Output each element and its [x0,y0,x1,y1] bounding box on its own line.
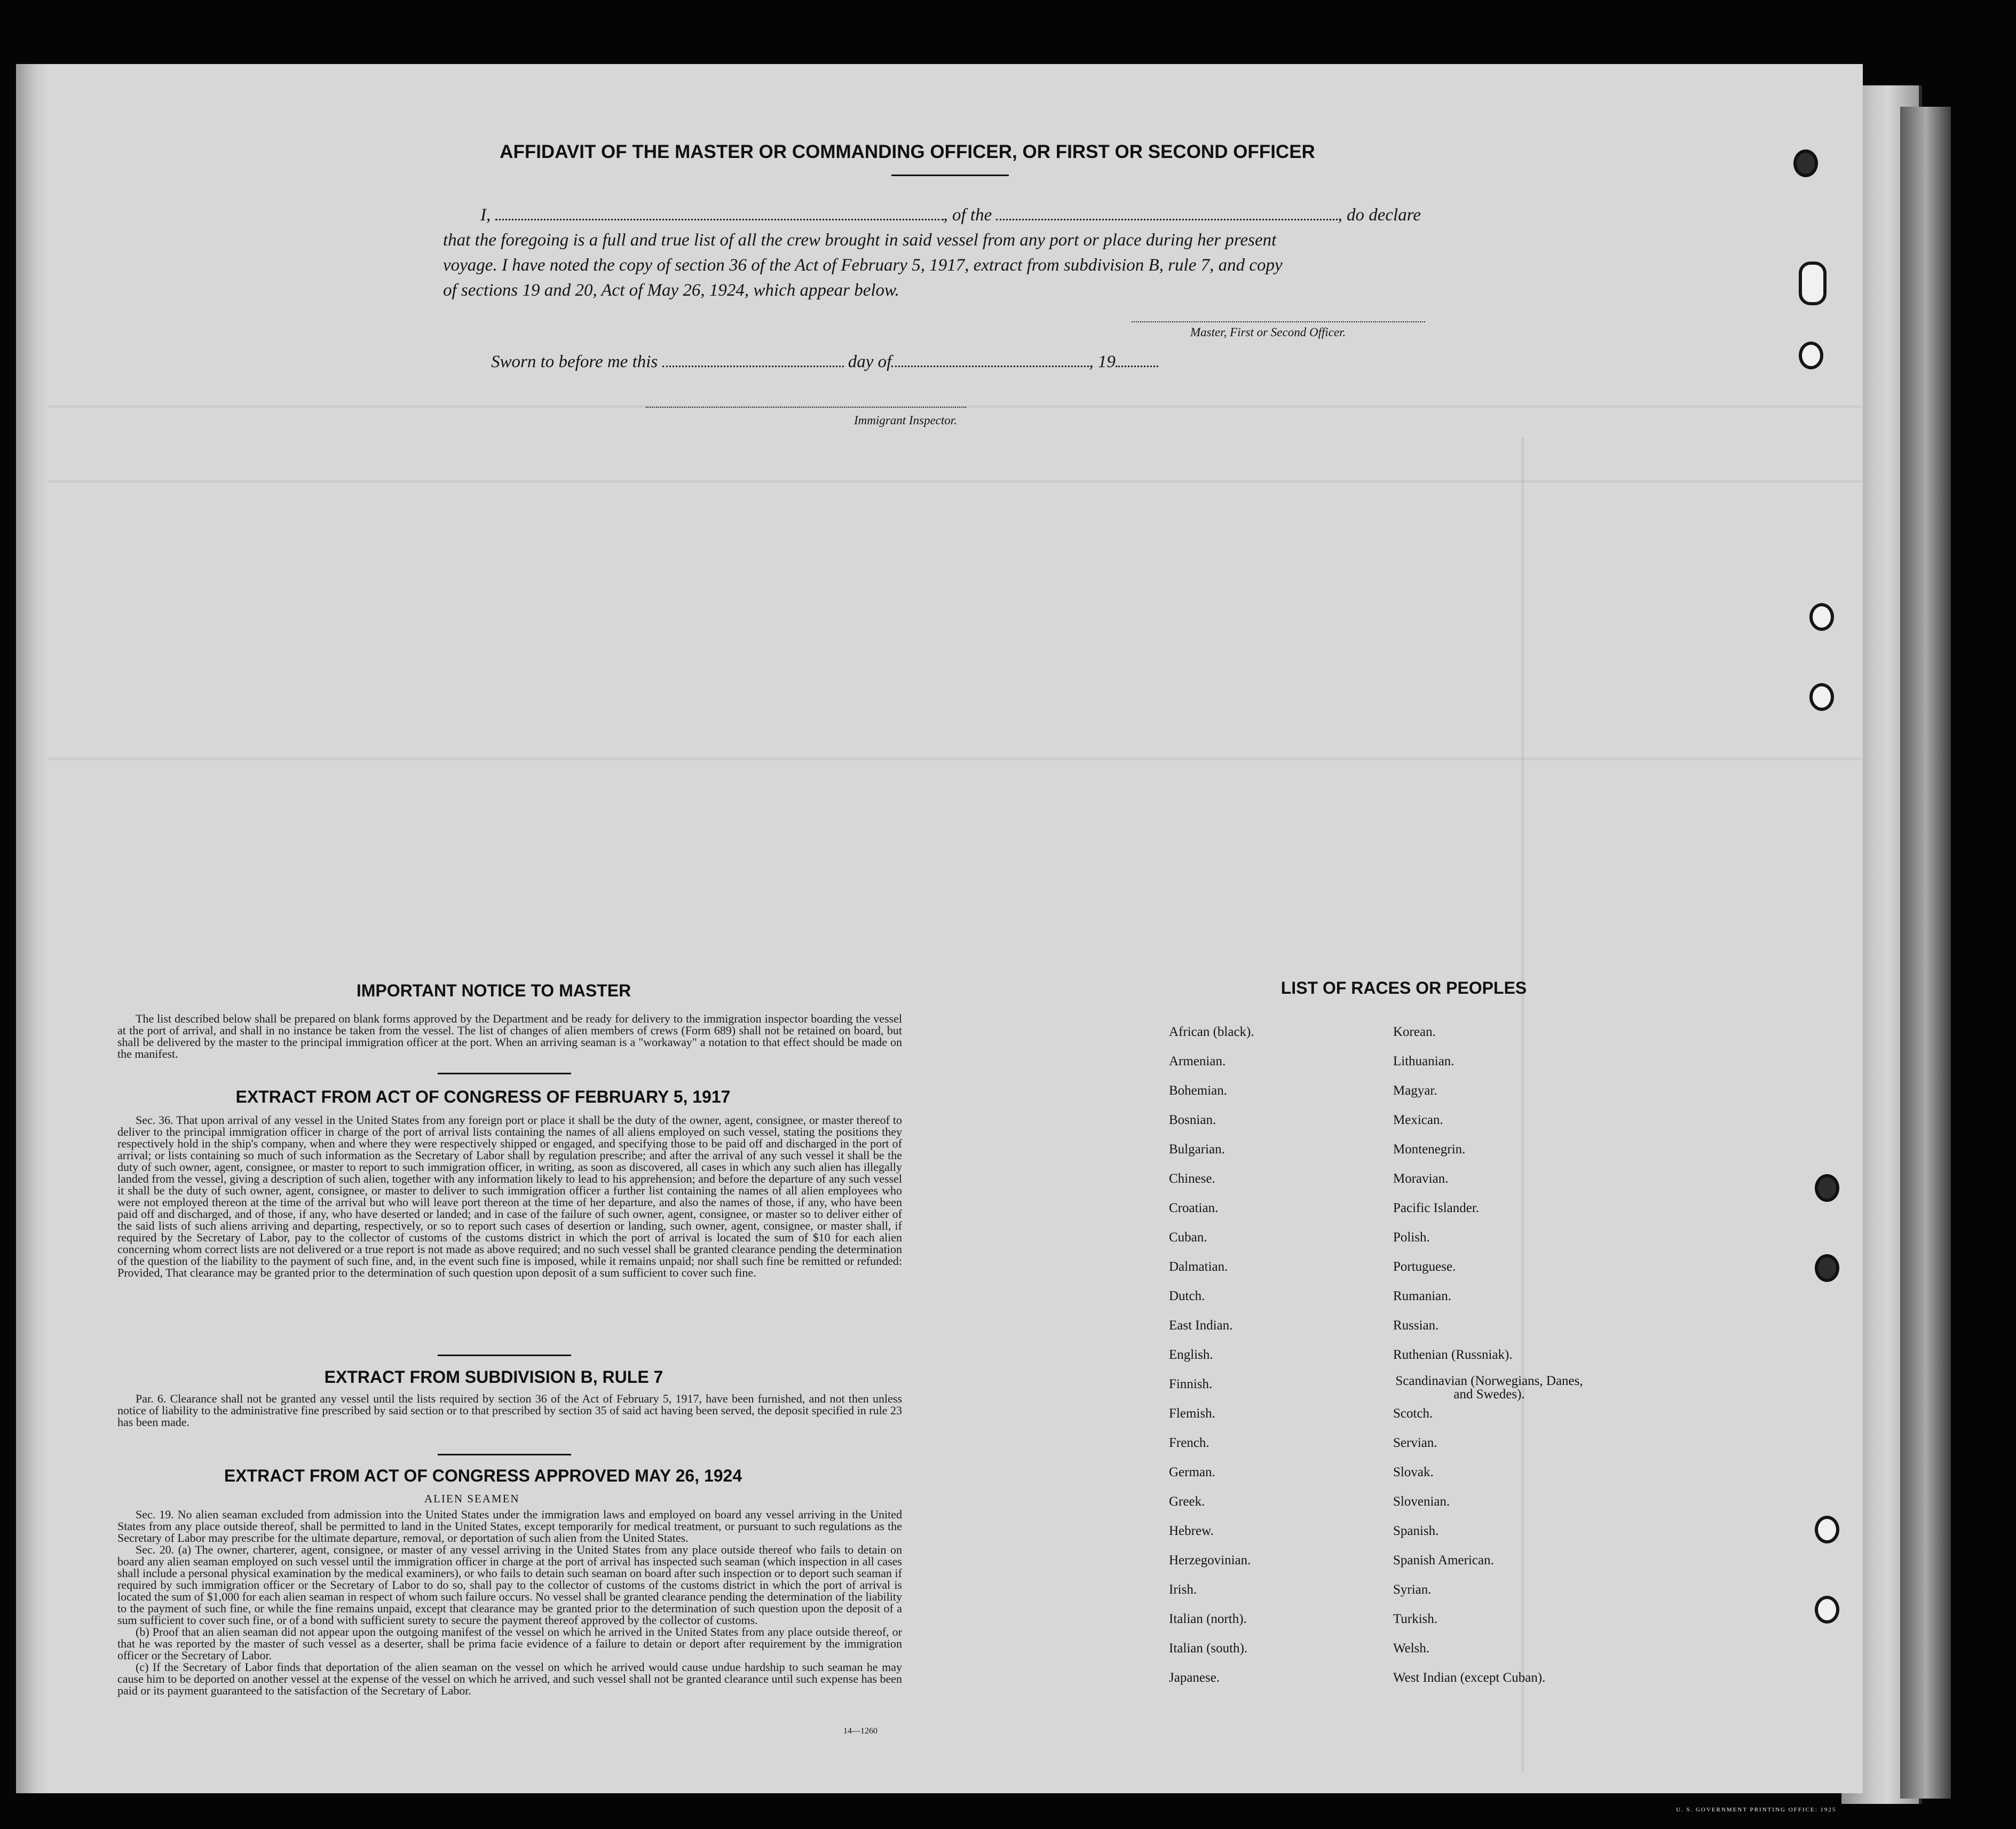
rule7-title: EXTRACT FROM SUBDIVISION B, RULE 7 [324,1367,663,1387]
extract-1924-title: EXTRACT FROM ACT OF CONGRESS APPROVED MAY 26, 1924 [224,1466,742,1485]
race-item: Spanish. [1393,1524,1439,1538]
race-item: Polish. [1393,1230,1430,1245]
race-item: Scandinavian (Norwegians, Danes, and Swedes). [1395,1374,1583,1402]
race-item: Syrian. [1393,1582,1432,1597]
affidavit-of-the: , of the [943,205,992,225]
form-number: 14—1260 [843,1727,877,1736]
race-item: Bosnian. [1169,1113,1216,1127]
race-item: Welsh. [1393,1641,1430,1656]
page-left-edge [16,64,48,1793]
affidavit-title: AFFIDAVIT OF THE MASTER OR COMMANDING OFFICER, OR FIRST OR SECOND OFFICER [500,141,1315,162]
binder-hole [1815,1254,1839,1282]
extract-1917-rule [438,1355,571,1356]
race-item: Irish. [1169,1582,1197,1597]
inspector-signature-label: Immigrant Inspector. [854,414,957,427]
sworn-text: Sworn to before me this [491,352,658,371]
race-item: Dutch. [1169,1289,1205,1303]
race-item: Flemish. [1169,1406,1215,1421]
affidavit-title-rule [891,175,1009,176]
printing-office-footer: U. S. GOVERNMENT PRINTING OFFICE: 1925 [1676,1807,1837,1813]
sec-20a-paragraph: Sec. 20. (a) The owner, charterer, agent, consignee, or master of any vessel arriving in the United States from any place outside thereof who fails to detain on board any alien seaman employed on such vessel until the immigration officer in charge at the port of arrival has inspected such seaman (which inspection in all cases shall include a personal physical examination by the medical examiners), or who fails to detain such seaman on board after such inspection or to deport such seaman if required by such immigration officer or the Secretary of Labor to do so, shall pay to the collector of customs of the customs district in which the port of arrival is located the sum of $1,000 for each alien seaman in respect of whom such failure occurs. No vessel shall be granted clearance pending the determination of the liability to the payment of such fine, or while the fine remains unpaid, except that clearance may be granted prior to the determination of such question upon the deposit of a sum sufficient to cover such fine, or of a bond with sufficient surety to secure the payment thereof approved by the collector of customs. [117,1543,902,1627]
race-item: English. [1169,1348,1213,1362]
race-item: West Indian (except Cuban). [1393,1670,1546,1685]
race-item: French. [1169,1436,1209,1450]
race-item: Servian. [1393,1436,1437,1450]
notice-paragraph: The list described below shall be prepared on blank forms approved by the Department and be ready for delivery to the immigration inspector boarding the vessel at the port of arrival, and shall in no instance be taken from the vessel. The list of changes of alien members of crews (Form 689) shall not be retained on board, but shall be delivered by the master to the principal immigration officer at the port. When an arriving seaman is a "workaway" a notation to that effect should be made on the manifest. [117,1012,902,1060]
affidavit-i: I, [480,205,491,225]
race-item: Magyar. [1393,1083,1437,1098]
binder-hole [1799,342,1823,369]
race-item: Italian (south). [1169,1641,1248,1656]
race-item: Rumanian. [1393,1289,1452,1303]
vessel-blank[interactable] [996,219,1338,220]
binder-hole [1793,149,1818,177]
sworn-day-of: day of [848,352,892,371]
race-item: Korean. [1393,1025,1436,1039]
master-signature-label: Master, First or Second Officer. [1190,326,1346,339]
notice-text [117,1013,902,1060]
race-item: Chinese. [1169,1171,1215,1186]
race-item: Dalmatian. [1169,1260,1228,1274]
binder-hole [1799,262,1827,305]
race-item: Russian. [1393,1318,1439,1333]
race-item: Finnish. [1169,1377,1213,1391]
bleed-through-band [48,758,1863,760]
race-item: Spanish American. [1393,1553,1494,1567]
bleed-through-band [48,480,1863,482]
inspector-signature-line[interactable] [646,406,966,408]
affidavit-do-declare: , do declare [1338,205,1421,225]
name-blank[interactable] [495,219,944,220]
race-item: Greek. [1169,1494,1205,1509]
race-item: Italian (north). [1169,1612,1247,1626]
race-item: Slovenian. [1393,1494,1450,1509]
sec-20c-paragraph: (c) If the Secretary of Labor finds that deportation of the alien seaman on the vessel on which he arrived would cause undue hardship to such seaman he may cause him to be deported on another vessel at the expense of the vessel on which he arrived, and such vessel shall not be granted clearance until such expense has been paid or its payment guaranteed to the satisfaction of the Secretary of Labor. [117,1660,902,1697]
race-item: East Indian. [1169,1318,1233,1333]
binder-hole [1815,1596,1839,1624]
master-signature-line[interactable] [1132,320,1425,322]
binder-hole [1815,1516,1839,1543]
race-item: Scotch. [1393,1406,1433,1421]
sec-19-paragraph: Sec. 19. No alien seaman excluded from admission into the United States under the immigration laws and employed on board any vessel arriving in the United States from any place outside thereof, shall be permitted to land in the United States, except temporarily for medical treatment, or pursuant to such regulations as the Secretary of Labor may prescribe for the ultimate departure, removal, or deportation of such alien from the United States. [117,1508,902,1545]
affidavit-line-1 [480,205,1421,225]
race-item: Japanese. [1169,1670,1220,1685]
sworn-month-blank[interactable] [891,366,1089,367]
sec-20b-paragraph: (b) Proof that an alien seaman did not appear upon the outgoing manifest of the vessel on which he arrived in the United States from any place outside thereof, or that he was reported by the master of such vessel as a deserter, shall be prima facie evidence of a failure to detain or deport after requirement by the immigration officer or the Secretary of Labor. [117,1625,902,1662]
race-item: Portuguese. [1393,1260,1456,1274]
document-page [16,64,1863,1793]
sworn-day-blank[interactable] [662,366,844,367]
binder-hole [1809,603,1834,631]
race-item: Hebrew. [1169,1524,1214,1538]
race-item: Moravian. [1393,1171,1449,1186]
notice-title: IMPORTANT NOTICE TO MASTER [356,981,631,1000]
race-item: Montenegrin. [1393,1142,1466,1157]
race-item: Cuban. [1169,1230,1207,1245]
rule7-text [117,1393,902,1428]
race-item: Mexican. [1393,1113,1443,1127]
sworn-year: , 19 [1089,352,1116,371]
race-item: Turkish. [1393,1612,1438,1626]
race-item: Armenian. [1169,1054,1226,1068]
race-item: Pacific Islander. [1393,1201,1480,1215]
affidavit-line-2: that the foregoing is a full and true list of all the crew brought in said vessel from any port or place during her present [443,231,1277,250]
alien-seamen-subtitle: ALIEN SEAMEN [424,1492,520,1505]
rule7-rule [438,1454,571,1455]
race-item: Lithuanian. [1393,1054,1454,1068]
par-6-paragraph: Par. 6. Clearance shall not be granted any vessel until the lists required by section 36 of the Act of February 5, 1917, have been furnished, and not then unless notice of liability to the administrative fine prescribed by said section or to that prescribed by section 35 of said act having been served, the deposit specified in rule 23 has been made. [117,1392,902,1429]
affidavit-line-3: voyage. I have noted the copy of section 36 of the Act of February 5, 1917, extract from subdivision B, rule 7, and copy [443,256,1283,275]
binder-hole [1809,683,1834,711]
extract-1917-text [117,1114,902,1279]
race-item: African (black). [1169,1025,1254,1039]
races-title: LIST OF RACES OR PEOPLES [1280,978,1527,997]
race-item: Ruthenian (Russniak). [1393,1348,1513,1362]
notice-rule [438,1073,571,1074]
sworn-year-blank[interactable] [1116,366,1158,367]
extract-1917-title: EXTRACT FROM ACT OF CONGRESS OF FEBRUARY 5, 1917 [235,1087,731,1106]
sworn-line [491,352,1158,372]
race-item: Bulgarian. [1169,1142,1225,1157]
race-item: Slovak. [1393,1465,1434,1479]
affidavit-line-4: of sections 19 and 20, Act of May 26, 1924, which appear below. [443,281,899,300]
underlying-page-edge-shadow [1900,107,1951,1799]
extract-1924-text [117,1509,902,1697]
race-item: Herzegovinian. [1169,1553,1251,1567]
race-item: Bohemian. [1169,1083,1228,1098]
bleed-through-band [1521,438,1524,1772]
race-item: German. [1169,1465,1215,1479]
binder-hole [1815,1174,1839,1202]
race-item: Croatian. [1169,1201,1219,1215]
sec-36-paragraph: Sec. 36. That upon arrival of any vessel in the United States from any foreign port or place it shall be the duty of the owner, agent, consignee, or master thereof to deliver to the principal immigration officer in charge of the port of arrival lists containing the names of all aliens employed on such vessel, stating the positions they respectively hold in the ship's company, when and where they were respectively shipped or engaged, and specifying those to be paid off and discharged in the port of arrival; or lists containing so much of such information as the Secretary of Labor shall by regulation prescribe; and after the arrival of any such vessel it shall be the duty of such owner, agent, consignee, or master to report to such immigration officer, in writing, as soon as discovered, all cases in which any such alien has illegally landed from the vessel, giving a description of such alien, together with any information likely to lead to his apprehension; and before the departure of any such vessel it shall be the duty of such owner, agent, consignee, or master to deliver to such immigration officer a further list containing the names of all alien employees who were not employed thereon at the time of the arrival but who will leave port thereon at the time of her departure, and also the names of those, if any, who have been paid off and discharged, and of those, if any, who have deserted or landed; and in case of the failure of such owner, agent, consignee, or master so to deliver either of the said lists of such aliens arriving and departing, respectively, or so to report such cases of desertion or landing, such owner, agent, consignee, or master shall, if required by the Secretary of Labor, pay to the collector of customs of the customs district in which the port of arrival is located the sum of $10 for each alien concerning whom correct lists are not delivered or a true report is not made as above required; and no such vessel shall be granted clearance pending the determination of the question of the liability to the payment of such fine, and, in the event such fine is imposed, while it remains unpaid; nor shall such fine be remitted or refunded: Provided, That clearance may be granted prior to the determination of such question upon deposit of a sum sufficient to cover such fine. [117,1113,902,1279]
